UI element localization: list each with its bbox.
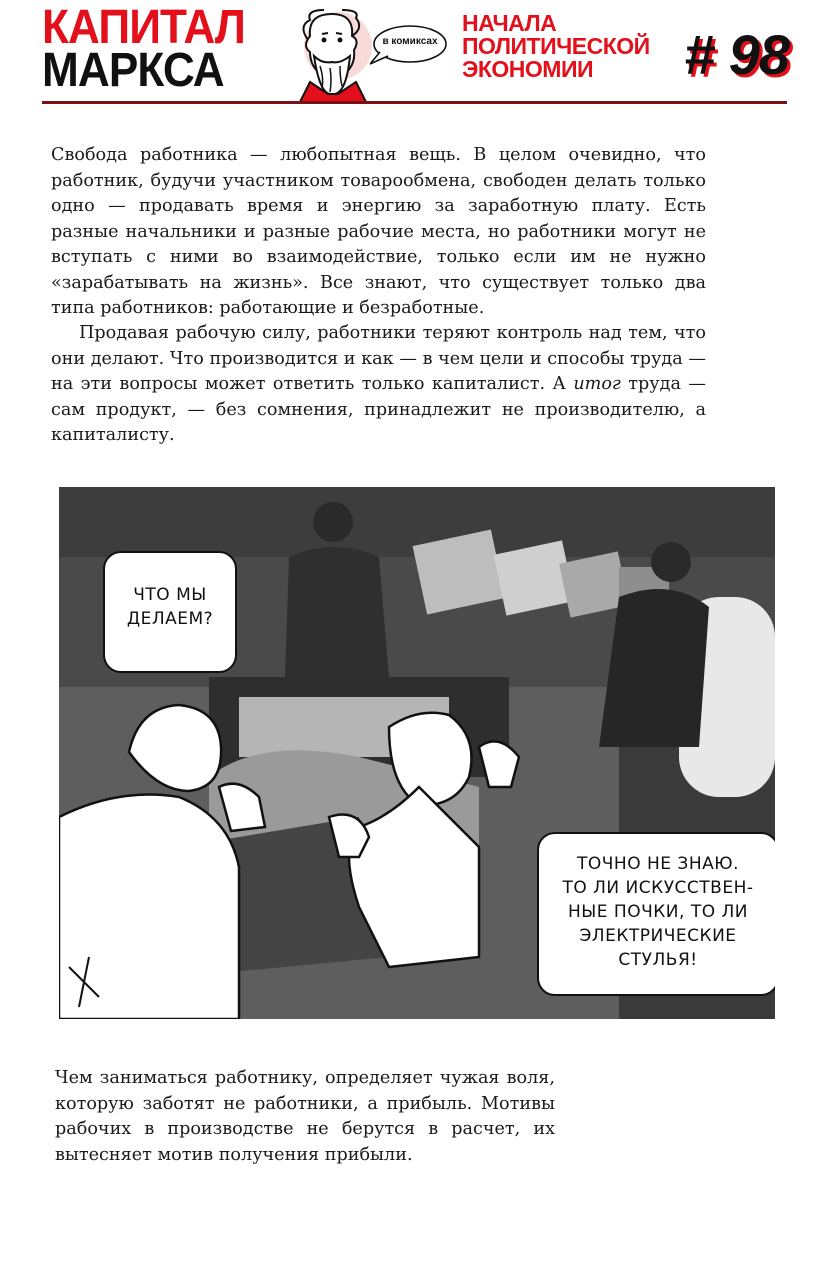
subtitle-line-2: ПОЛИТИЧЕСКОЙ: [462, 33, 650, 59]
paragraph-2: [51, 321, 706, 449]
paragraph-2-part-1: Продавая рабочую силу, работники теряют контроль над тем, что они делают. Что производится и как — в чем цели и способы труда — на эти вопросы может ответить только капиталист. А: [51, 323, 706, 394]
paragraph-1: Свобода работника — любопытная вещь. В целом очевидно, что работник, будучи участником товарообмена, свободен делать только одно — продавать время и энергию за заработную плату. Есть разные начальники и разные рабочие места, но работники могут не вступать с ними во взаимодействие, только если им не нужно «зарабатывать на жизнь». Все знают, что существует только два типа работников: работающие и безработные.: [51, 145, 706, 318]
marx-portrait-icon: [280, 6, 380, 102]
comics-badge: [370, 22, 450, 68]
comic-panel: [59, 487, 775, 1019]
paragraph-2-italic: итог: [573, 374, 621, 394]
paragraph-3: Чем заниматься работнику, определяет чужая воля, которую заботят не работники, а прибыль. Мотивы рабочих в производстве не берутся в расчет, их вытесняет мотив получения прибыли.: [55, 1068, 555, 1165]
series-subtitle: [462, 12, 650, 81]
bubble-2-text: [549, 852, 767, 972]
subtitle-line-1: НАЧАЛА: [462, 10, 557, 36]
bubble-1-text: [105, 583, 235, 631]
header-divider: [42, 101, 787, 104]
series-logo: [42, 1, 263, 98]
logo-line-2: МАРКСА: [42, 44, 224, 98]
issue-number: # 98: [684, 23, 789, 86]
paragraph-2-part-2: труда — сам продукт, — без сомнения, принадлежит не производителю, а капиталисту.: [51, 374, 706, 445]
bubble-2-line-4: ЭЛЕКТРИЧЕСКИЕ: [579, 926, 737, 946]
bubble-1-line-2: ДЕЛАЕМ?: [126, 609, 214, 629]
comics-badge-label: в комиксах: [382, 36, 438, 47]
speech-bubble-question: [103, 551, 237, 673]
bubble-2-line-3: НЫЕ ПОЧКИ, ТО ЛИ: [567, 902, 748, 922]
speech-bubble-answer: [537, 832, 775, 996]
logo-line-1: КАПИТАЛ: [42, 1, 245, 54]
subtitle-line-3: ЭКОНОМИИ: [462, 56, 594, 82]
bubble-1-line-1: ЧТО МЫ: [133, 585, 207, 605]
bubble-2-line-1: ТОЧНО НЕ ЗНАЮ.: [577, 854, 739, 874]
bubble-2-line-5: СТУЛЬЯ!: [618, 950, 698, 970]
bubble-2-line-2: ТО ЛИ ИСКУССТВЕН-: [562, 878, 754, 898]
page-header: [0, 0, 818, 110]
